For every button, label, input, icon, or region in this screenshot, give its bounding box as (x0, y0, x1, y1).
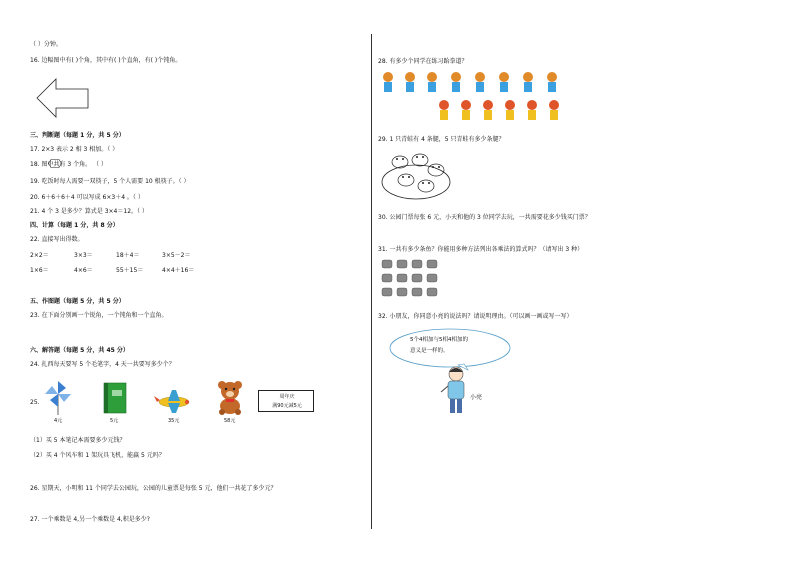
section-3-title: 三、判断题（每题 1 分，共 5 分） (30, 132, 125, 139)
calc-item: 3×3＝ (74, 252, 93, 259)
q21-text: 21. 4 个 3 是多少？算式是 3×4＝12。（ ） (30, 208, 148, 215)
toy-plane-icon (154, 388, 194, 414)
promo-line-1: 周年庆 (279, 394, 295, 400)
calc-item: 3×5－2＝ (162, 252, 191, 259)
bubble-line-1: 5个4相加与5相4相加的 (410, 337, 468, 343)
q30-text: 30. 公园门票每张 6 元，小天和他的 3 位同学去玩，一共需要花多少钱买门票？ (378, 214, 591, 221)
calc-item: 18＋4＝ (116, 252, 140, 259)
price-bear: 58元 (224, 418, 236, 424)
teddy-bear-icon (216, 380, 244, 414)
q25-part-2: （2）买 4 个风车和 1 架玩具飞机，能赢 5 元吗？ (30, 452, 165, 459)
price-notebook: 5元 (110, 418, 119, 424)
q18-text: 18. 图中共有 3 个角。 （ ） (30, 161, 107, 168)
calc-item: 4×4＋16＝ (162, 267, 195, 274)
q25-number: 25. (30, 399, 40, 406)
q31-text: 31. 一共有多少条鱼？你能用多种方法列出各乘法的算式吗？（请写出 3 种） (378, 246, 584, 253)
q26-text: 26. 星期天，小明和 11 个同学去公园玩，公园的儿童票是每张 5 元，他们一共花了多少元？ (30, 485, 277, 492)
section-6-title: 六、解答题（每题 5 分，共 45 分） (30, 347, 129, 354)
bubble-line-2: 意义是一样的。 (410, 348, 449, 354)
calc-item: 2×2＝ (30, 252, 49, 259)
calc-item: 1×6＝ (30, 267, 49, 274)
q15-tail: （ ）分钟。 (30, 41, 62, 48)
notebook-icon (102, 382, 128, 414)
q19-text: 19. 吃饭时每人需要一双筷子，5 个人需要 10 根筷子。（ ） (30, 178, 190, 185)
speech-bubble (388, 328, 514, 370)
q27-text: 27. 一个乘数是 4,另一个乘数是 4,积是多少? (30, 516, 150, 523)
section-5-title: 五、作图题（每题 5 分，共 5 分） (30, 298, 125, 305)
q24-text: 24. 扎西每天要写 5 个毛笔字，4 天一共要写多少个？ (30, 361, 175, 368)
column-divider (371, 34, 372, 529)
calc-item: 4×6＝ (74, 267, 93, 274)
taekwondo-kids-illustration (380, 70, 580, 128)
q23-text: 23. 在下面分别画一个锐角，一个钝角和一个直角。 (30, 312, 168, 319)
fish-grid-illustration (382, 260, 442, 302)
q20-text: 20. 6＋6＋6＋4 可以写成 6×3＋4 。（ ） (30, 194, 144, 201)
q32-text: 32. 小朋友，你同意小亮的说法吗？请说明理由。（可以画一画或写一写） (378, 313, 573, 320)
q28-text: 28. 有多少个同学在练习跆拳道？ (378, 58, 468, 65)
frogs-illustration (380, 148, 452, 202)
q16-text: 16. 边幅图中有( )个角，其中有( )个直角，有( )个钝角。 (30, 57, 182, 64)
q25-part-1: （1）买 5 本笔记本需要多少元钱？ (30, 437, 126, 444)
arrow-figure (36, 76, 90, 120)
q29-text: 29. 1 只青蛙有 4 条腿，5 只青蛙有多少条腿？ (378, 136, 505, 143)
q17-text: 17. 2×3 表示 2 相 3 相加。（ ） (30, 146, 119, 153)
section-4-title: 四、计算（每题 1 分，共 8 分） (30, 222, 119, 229)
calc-item: 55＋15＝ (116, 267, 144, 274)
xiaoliang-label: 小亮 (470, 394, 483, 401)
promo-line-2: 满90元减5元 (272, 403, 302, 409)
promo-box (258, 390, 314, 412)
q22-text: 22. 直接写出得数。 (30, 236, 84, 243)
price-windmill: 4元 (54, 418, 63, 424)
boy-xiaoliang-illustration (440, 366, 472, 416)
windmill-icon (44, 380, 72, 416)
hexagon-shape (48, 159, 62, 168)
price-plane: 35元 (168, 418, 180, 424)
